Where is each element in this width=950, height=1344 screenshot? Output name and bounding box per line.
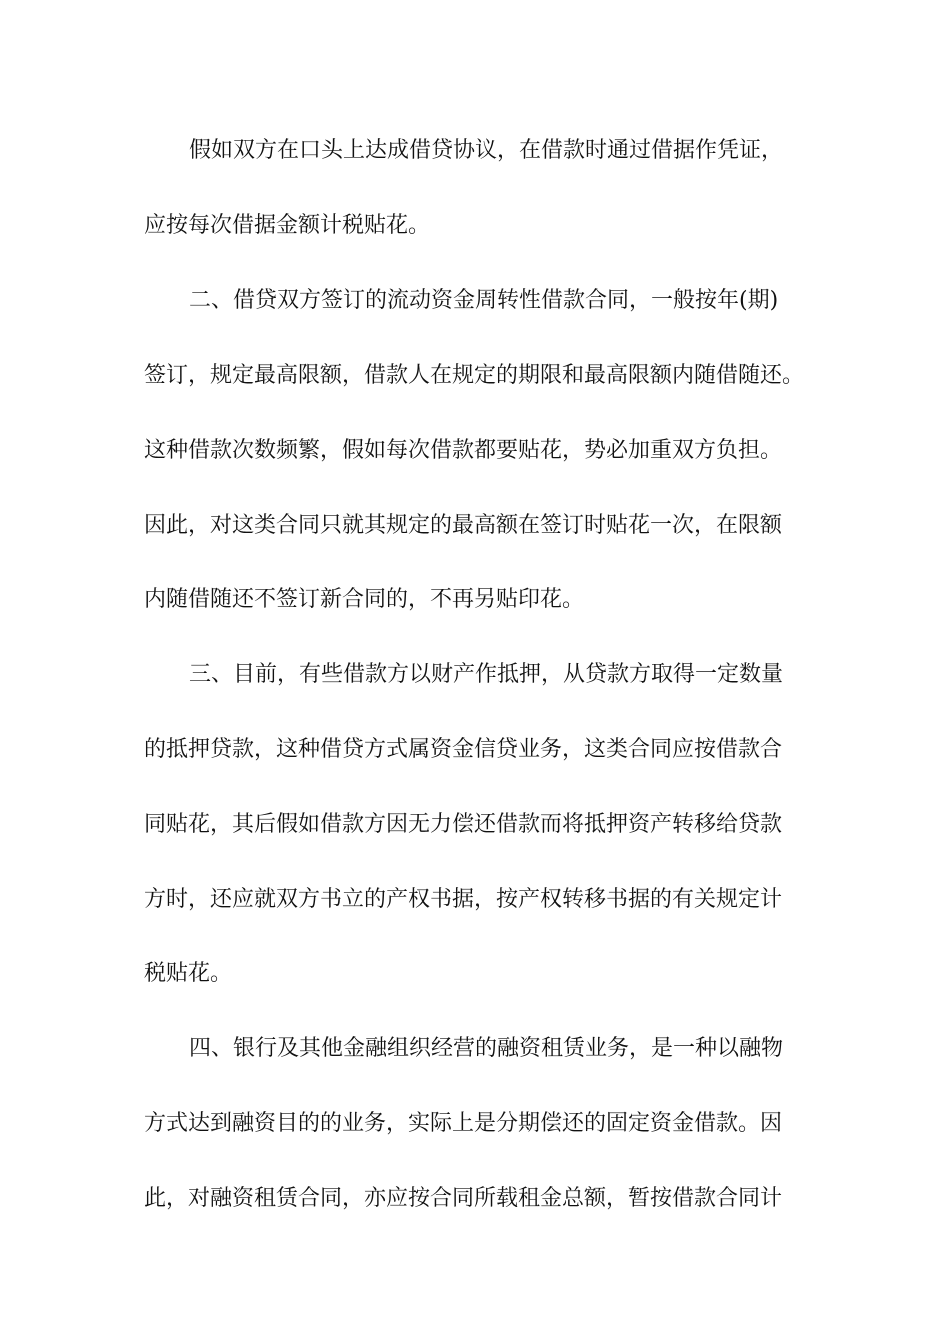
paragraph-line: 税贴花。 xyxy=(144,961,233,986)
paragraph-line: 签订，规定最高限额，借款人在规定的期限和最高限额内随借随还。 xyxy=(144,363,805,388)
paragraph-line: 应按每次借据金额计税贴花。 xyxy=(144,213,431,238)
paragraph-line: 的抵押贷款，这种借贷方式属资金信贷业务，这类合同应按借款合 xyxy=(144,737,783,762)
paragraph-line: 四、银行及其他金融组织经营的融资租赁业务，是一种以融物 xyxy=(189,1036,784,1061)
paragraph-line: 同贴花，其后假如借款方因无力偿还借款而将抵押资产转移给贷款 xyxy=(144,812,783,837)
paragraph-line: 假如双方在口头上达成借贷协议，在借款时通过借据作凭证， xyxy=(189,138,784,163)
paragraph-line: 此，对融资租赁合同，亦应按合同所载租金总额，暂按借款合同计 xyxy=(144,1186,783,1211)
paragraph-line: 因此，对这类合同只就其规定的最高额在签订时贴花一次，在限额 xyxy=(144,513,783,538)
paragraph-line: 方时，还应就双方书立的产权书据，按产权转移书据的有关规定计 xyxy=(144,887,783,912)
paragraph-line: 方式达到融资目的的业务，实际上是分期偿还的固定资金借款。因 xyxy=(144,1111,783,1136)
paragraph-line: 二、借贷双方签订的流动资金周转性借款合同，一般按年(期) xyxy=(189,288,779,313)
paragraph-line: 这种借款次数频繁，假如每次借款都要贴花，势必加重双方负担。 xyxy=(144,438,783,463)
paragraph-line: 三、目前，有些借款方以财产作抵押，从贷款方取得一定数量 xyxy=(189,662,784,687)
paragraph-line: 内随借随还不签订新合同的，不再另贴印花。 xyxy=(144,587,585,612)
